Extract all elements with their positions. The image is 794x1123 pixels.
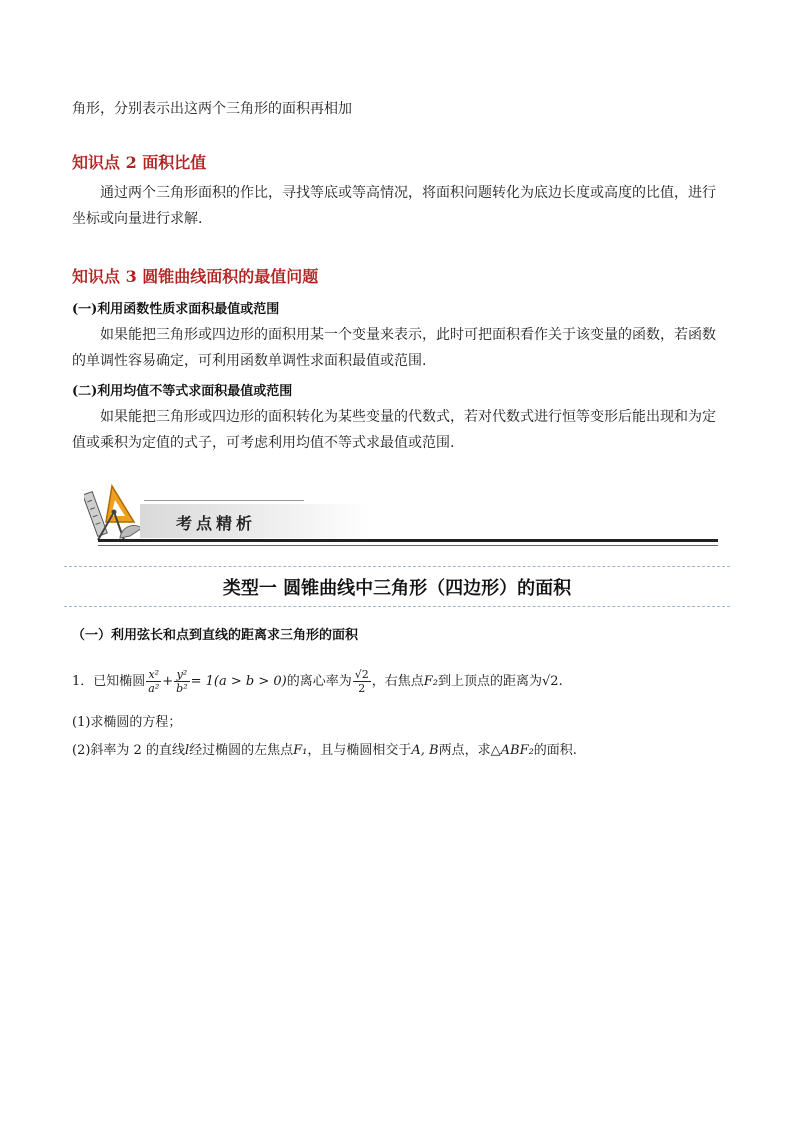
focus-f1: F₁ (293, 743, 308, 758)
part2-text-e: 的面积. (533, 743, 577, 758)
method-2-body: 如果能把三角形或四边形的面积转化为某些变量的代数式，若对代数式进行恒等变形后能出现和为定值或乘积为定值的式子，可考虑利用均值不等式求最值或范围. (72, 409, 716, 451)
part2-text-b: 经过椭圆的左焦点 (189, 743, 294, 758)
type-1-subtitle: （一）利用弦长和点到直线的距离求三角形的面积 (72, 628, 359, 643)
fraction-y (174, 668, 189, 695)
part2-text-a: (2)斜率为 2 的直线 (72, 743, 185, 758)
method-1-title: (一)利用函数性质求面积最值或范围 (72, 302, 280, 317)
q1-prefix: 1．已知椭圆 (72, 674, 146, 689)
part2-text-d: 两点，求 (438, 743, 491, 758)
fraction-x-denominator: a² (148, 682, 160, 695)
fraction-x (146, 668, 161, 695)
q1-mid-text: 的离心率为 (286, 674, 352, 689)
divider-bottom (64, 606, 730, 607)
question-1-part-1: (1)求椭圆的方程； (72, 715, 182, 730)
divider-top (64, 566, 730, 567)
q1-mid-text-3: 到上顶点的距离为 (438, 674, 543, 689)
type-1-title: 类型一 圆锥曲线中三角形（四边形）的面积 (222, 578, 572, 599)
triangle-abf2: △ABF₂ (490, 743, 534, 758)
drawing-tools-icon (84, 482, 144, 542)
knowledge-point-2-title: 知识点 2 面积比值 (72, 153, 207, 172)
method-1-body: 如果能把三角形或四边形的面积用某一个变量来表示，此时可把面积看作关于该变量的函数，若函数的单调性容易确定，可利用函数单调性求面积最值或范围. (72, 327, 716, 369)
question-1-part-2 (72, 740, 577, 762)
method-2-title: (二)利用均值不等式求面积最值或范围 (72, 384, 293, 399)
focus-f2: F₂ (423, 674, 438, 689)
q1-end: . (558, 674, 563, 689)
ellipse-condition: = 1(a > b > 0) (190, 674, 287, 689)
question-1-statement (72, 668, 563, 695)
section-banner (84, 482, 718, 546)
fraction-y-denominator: b² (176, 682, 188, 695)
fraction-y-numerator: y² (174, 668, 189, 682)
part2-text-c: ，且与椭圆相交于 (307, 743, 412, 758)
knowledge-point-3-title: 知识点 3 圆锥曲线面积的最值问题 (72, 267, 319, 286)
plus-sign: + (162, 674, 174, 689)
eccentricity-numerator: √2 (354, 668, 369, 681)
continued-text: 角形，分别表示出这两个三角形的面积再相加 (72, 101, 352, 117)
banner-label: 考点精析 (176, 514, 257, 533)
q1-mid-text-2: ，右焦点 (371, 674, 424, 689)
distance-value: √2 (542, 674, 559, 689)
fraction-x-numerator: x² (146, 668, 161, 682)
points-ab: A, B (411, 743, 439, 758)
eccentricity-denominator: 2 (358, 682, 366, 695)
line-l: l (184, 743, 190, 758)
knowledge-point-2-body: 通过两个三角形面积的作比，寻找等底或等高情况，将面积问题转化为底边长度或高度的比值，进行坐标或向量进行求解. (72, 185, 716, 227)
eccentricity-fraction (353, 668, 371, 695)
